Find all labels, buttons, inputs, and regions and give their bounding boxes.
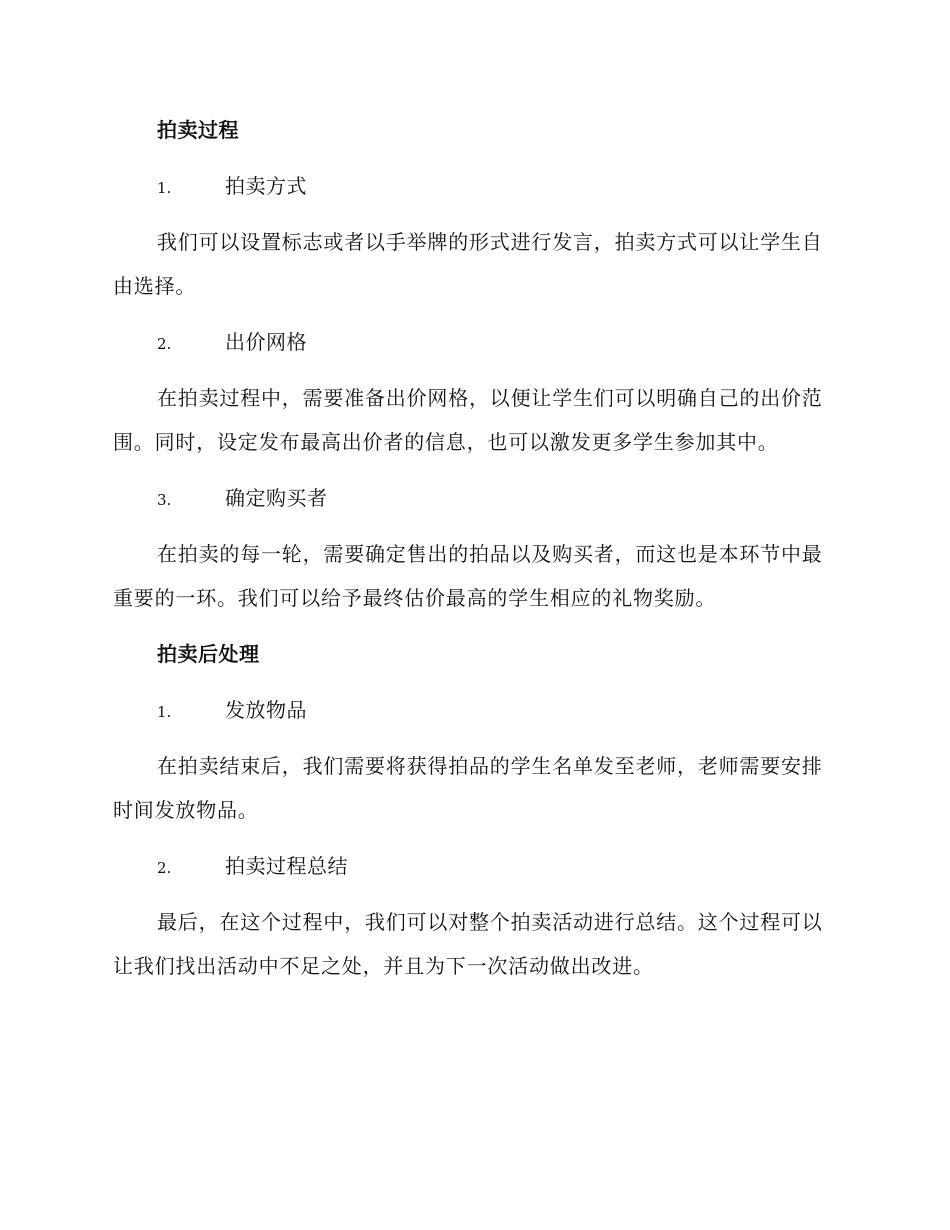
- list-item-title: 确定购买者: [225, 486, 328, 510]
- section-heading: 拍卖后处理: [157, 642, 260, 666]
- list-item-heading: [157, 480, 833, 516]
- list-item-number: 3.: [157, 491, 172, 509]
- list-item-number: 2.: [157, 335, 172, 353]
- list-item-title: 出价网格: [225, 330, 307, 354]
- list-item-title: 拍卖方式: [225, 174, 307, 198]
- list-item-heading: [157, 324, 833, 360]
- list-item-heading: [157, 168, 833, 204]
- list-item-heading: [157, 692, 833, 728]
- body-paragraph: 最后，在这个过程中，我们可以对整个拍卖活动进行总结。这个过程可以让我们找出活动中不足之处，并且为下一次活动做出改进。: [113, 910, 823, 978]
- body-paragraph: 我们可以设置标志或者以手举牌的形式进行发言，拍卖方式可以让学生自由选择。: [113, 230, 823, 298]
- list-item-title: 发放物品: [225, 698, 307, 722]
- document-content: [113, 112, 833, 1004]
- list-item-number: 1.: [157, 703, 172, 721]
- list-item-title: 拍卖过程总结: [225, 854, 348, 878]
- list-item-number: 2.: [157, 859, 172, 877]
- list-item-heading: [157, 848, 833, 884]
- section-heading: 拍卖过程: [157, 118, 239, 142]
- body-paragraph: 在拍卖过程中，需要准备出价网格，以便让学生们可以明确自己的出价范围。同时，设定发布最高出价者的信息，也可以激发更多学生参加其中。: [113, 386, 823, 454]
- list-item-number: 1.: [157, 179, 172, 197]
- body-paragraph: 在拍卖结束后，我们需要将获得拍品的学生名单发至老师，老师需要安排时间发放物品。: [113, 754, 823, 822]
- body-paragraph: 在拍卖的每一轮，需要确定售出的拍品以及购买者，而这也是本环节中最重要的一环。我们可以给予最终估价最高的学生相应的礼物奖励。: [113, 542, 823, 610]
